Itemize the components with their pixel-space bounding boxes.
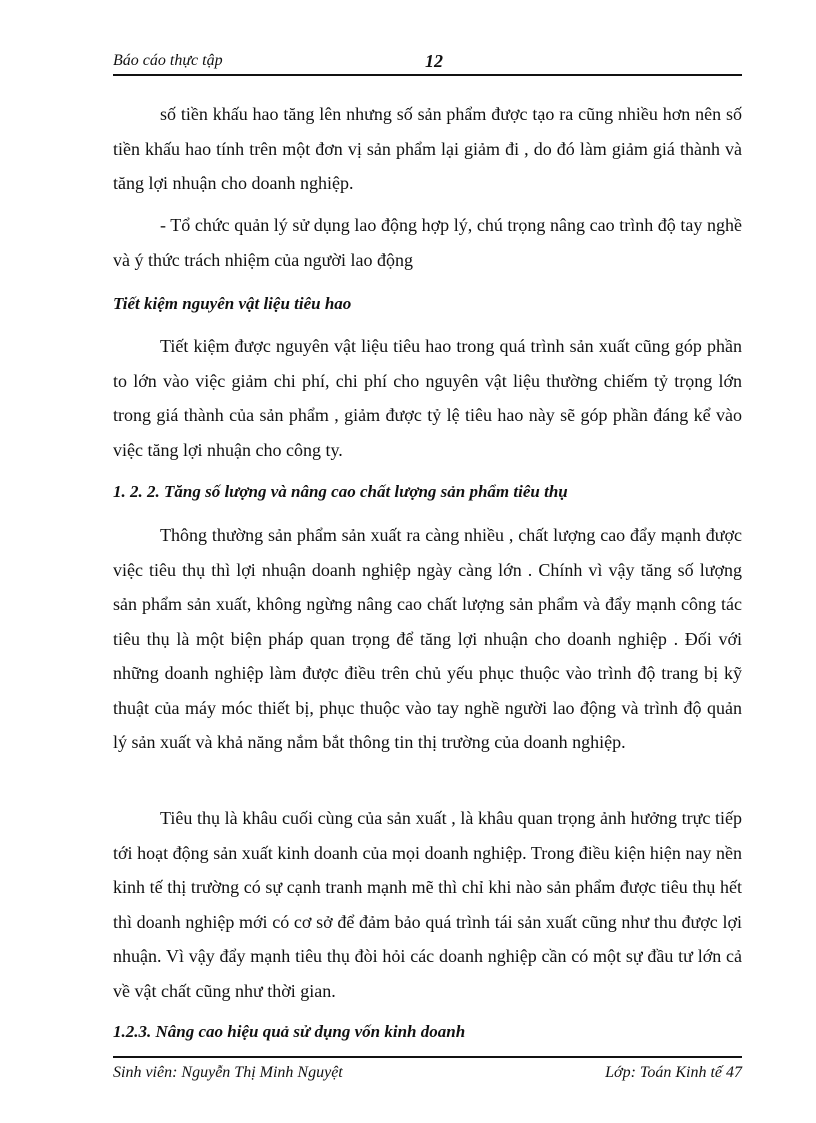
footer-student: Sinh viên: Nguyễn Thị Minh Nguyệt	[113, 1064, 343, 1081]
section-heading-1-2-2: 1. 2. 2. Tăng số lượng và nâng cao chất lượng sản phẩm tiêu thụ	[113, 482, 568, 501]
paragraph-3	[113, 329, 742, 467]
footer-class: Lớp: Toán Kinh tế 47	[605, 1064, 742, 1081]
paragraph-1	[113, 97, 742, 201]
page-header	[113, 50, 742, 76]
paragraph-text: Tiết kiệm được nguyên vật liệu tiêu hao trong quá trình sản xuất cũng góp phần to lớn vào việc giảm chi phí, chi phí cho nguyên vật liệu thường chiếm tỷ trọng lớn trong giá thành của sản phẩm , giảm được tỷ lệ tiêu hao này sẽ góp phần đáng kể vào việc tăng lợi nhuận cho công ty.	[113, 336, 742, 460]
paragraph-2	[113, 208, 742, 277]
paragraph-text: - Tổ chức quản lý sử dụng lao động hợp lý, chú trọng nâng cao trình độ tay nghề và ý thức trách nhiệm của người lao động	[113, 215, 742, 270]
page-number: 12	[425, 51, 443, 71]
page-footer	[113, 1056, 742, 1084]
paragraph-text: số tiền khấu hao tăng lên nhưng số sản phẩm được tạo ra cũng nhiều hơn nên số tiền khấu hao tính trên một đơn vị sản phẩm lại giảm đi , do đó làm giảm giá thành và tăng lợi nhuận cho doanh nghiệp.	[113, 104, 742, 193]
paragraph-text: Tiêu thụ là khâu cuối cùng của sản xuất , là khâu quan trọng ảnh hưởng trực tiếp tới hoạt động sản xuất kinh doanh của mọi doanh nghiệp. Trong điều kiện hiện nay nền kinh tế thị trường có sự cạnh tranh mạnh mẽ thì chỉ khi nào sản phẩm được tiêu thụ hết thì doanh nghiệp mới có cơ sở để đảm bảo quá trình tái sản xuất cũng như thu được lợi nhuận. Vì vậy đẩy mạnh tiêu thụ đòi hỏi các doanh nghiệp cần có một sự đầu tư lớn cả về vật chất cũng như thời gian.	[113, 808, 742, 1001]
paragraph-4	[113, 518, 742, 760]
paragraph-5	[113, 801, 742, 1008]
section-heading-1-2-3: 1.2.3. Nâng cao hiệu quả sử dụng vốn kinh doanh	[113, 1022, 466, 1041]
section-heading-material: Tiết kiệm nguyên vật liệu tiêu hao	[113, 294, 352, 313]
header-title: Báo cáo thực tập	[113, 52, 223, 69]
paragraph-text: Thông thường sản phẩm sản xuất ra càng nhiều , chất lượng cao đẩy mạnh được việc tiêu thụ thì lợi nhuận doanh nghiệp ngày càng lớn . Chính vì vậy tăng số lượng sản phẩm sản xuất, không ngừng nâng cao chất lượng sản phẩm và đẩy mạnh công tác tiêu thụ là một biện pháp quan trọng để tăng lợi nhuận cho doanh nghiệp . Đối với những doanh nghiệp làm được điều trên chủ yếu phục thuộc vào trình độ trang bị kỹ thuật của máy móc thiết bị, phục thuộc vào tay nghề người lao động và trình độ quản lý sản xuất và khả năng nắm bắt thông tin thị trường của doanh nghiệp.	[113, 525, 742, 752]
